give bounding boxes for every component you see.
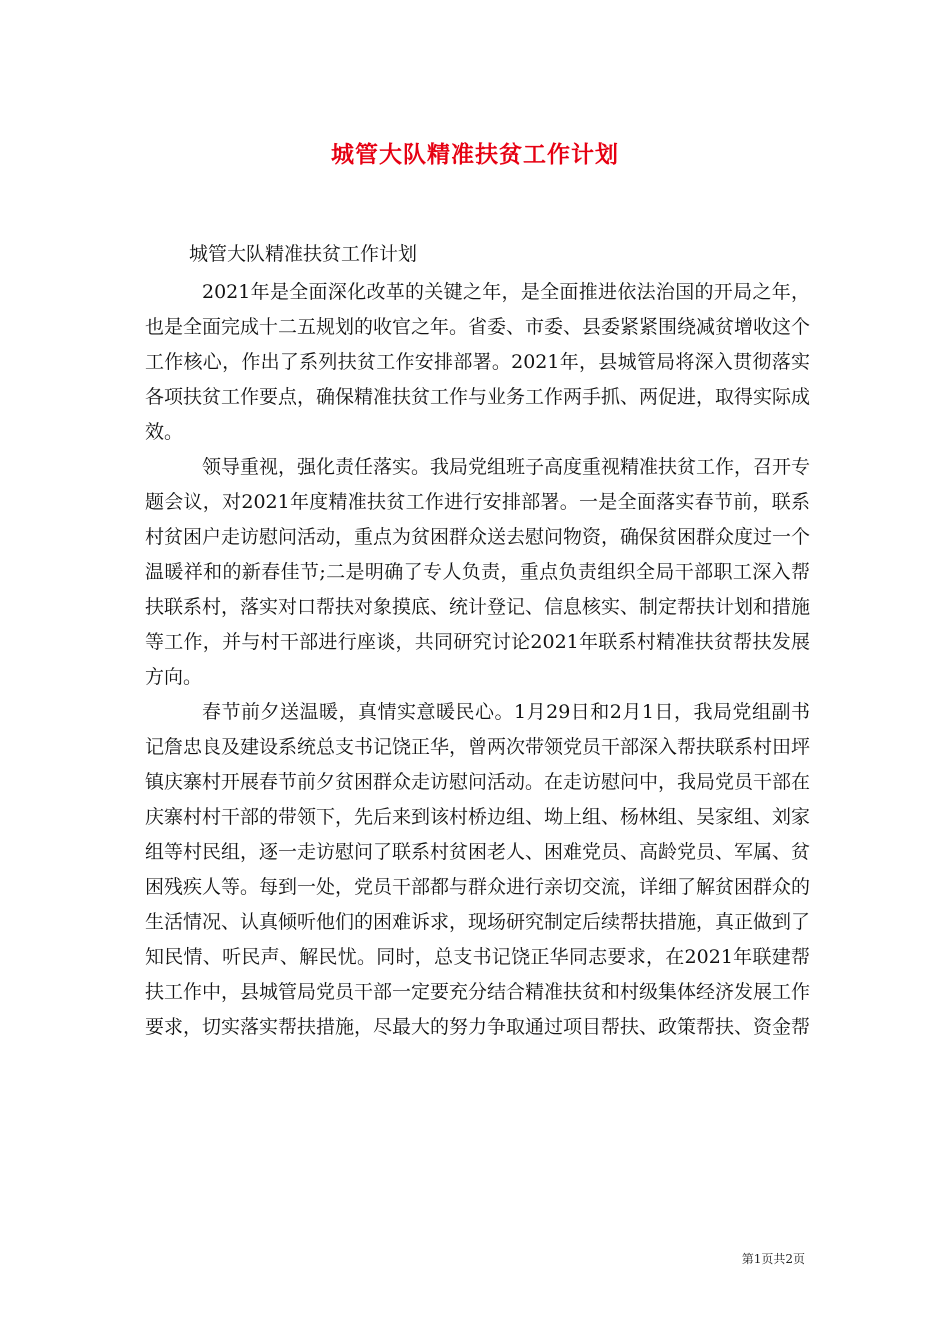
- paragraph-3: 春节前夕送温暖，真情实意暖民心。1月29日和2月1日，我局党组副书记詹忠良及建设系统总支书记饶正华，曾两次带领党员干部深入帮扶联系村田坪镇庆寨村开展春节前夕贫困群众走访慰问活动。在走访慰问中，我局党员干部在庆寨村村干部的带领下，先后来到该村桥边组、坳上组、杨林组、吴家组、刘家组等村民组，逐一走访慰问了联系村贫困老人、困难党员、高龄党员、军属、贫困残疾人等。每到一处，党员干部都与群众进行亲切交流，详细了解贫困群众的生活情况、认真倾听他们的困难诉求，现场研究制定后续帮扶措施，真正做到了知民情、听民声、解民忧。同时，总支书记饶正华同志要求，在2021年联建帮扶工作中，县城管局党员干部一定要充分结合精准扶贫和村级集体经济发展工作要求，切实落实帮扶措施，尽最大的努力争取通过项目帮扶、政策帮扶、资金帮: [145, 701, 811, 1038]
- document-body: [145, 240, 810, 1045]
- paragraph-2: 领导重视，强化责任落实。我局党组班子高度重视精准扶贫工作，召开专题会议，对2021年度精准扶贫工作进行安排部署。一是全面落实春节前，联系村贫困户走访慰问活动，重点为贫困群众送去慰问物资，确保贫困群众度过一个温暖祥和的新春佳节;二是明确了专人负责，重点负责组织全局干部职工深入帮扶联系村，落实对口帮扶对象摸底、统计登记、信息核实、制定帮扶计划和措施等工作，并与村干部进行座谈，共同研究讨论2021年联系村精准扶贫帮扶发展方向。: [145, 456, 811, 688]
- document-title: 城管大队精准扶贫工作计划: [331, 141, 619, 168]
- page-number: 第1页共2页: [741, 1252, 805, 1266]
- paragraph-1: 2021年是全面深化改革的关键之年，是全面推进依法治国的开局之年，也是全面完成十二五规划的收官之年。省委、市委、县委紧紧围绕减贫增收这个工作核心，作出了系列扶贫工作安排部署。2021年，县城管局将深入贯彻落实各项扶贫工作要点，确保精准扶贫工作与业务工作两手抓、两促进，取得实际成效。: [145, 281, 811, 443]
- document-subtitle: 城管大队精准扶贫工作计划: [189, 243, 418, 265]
